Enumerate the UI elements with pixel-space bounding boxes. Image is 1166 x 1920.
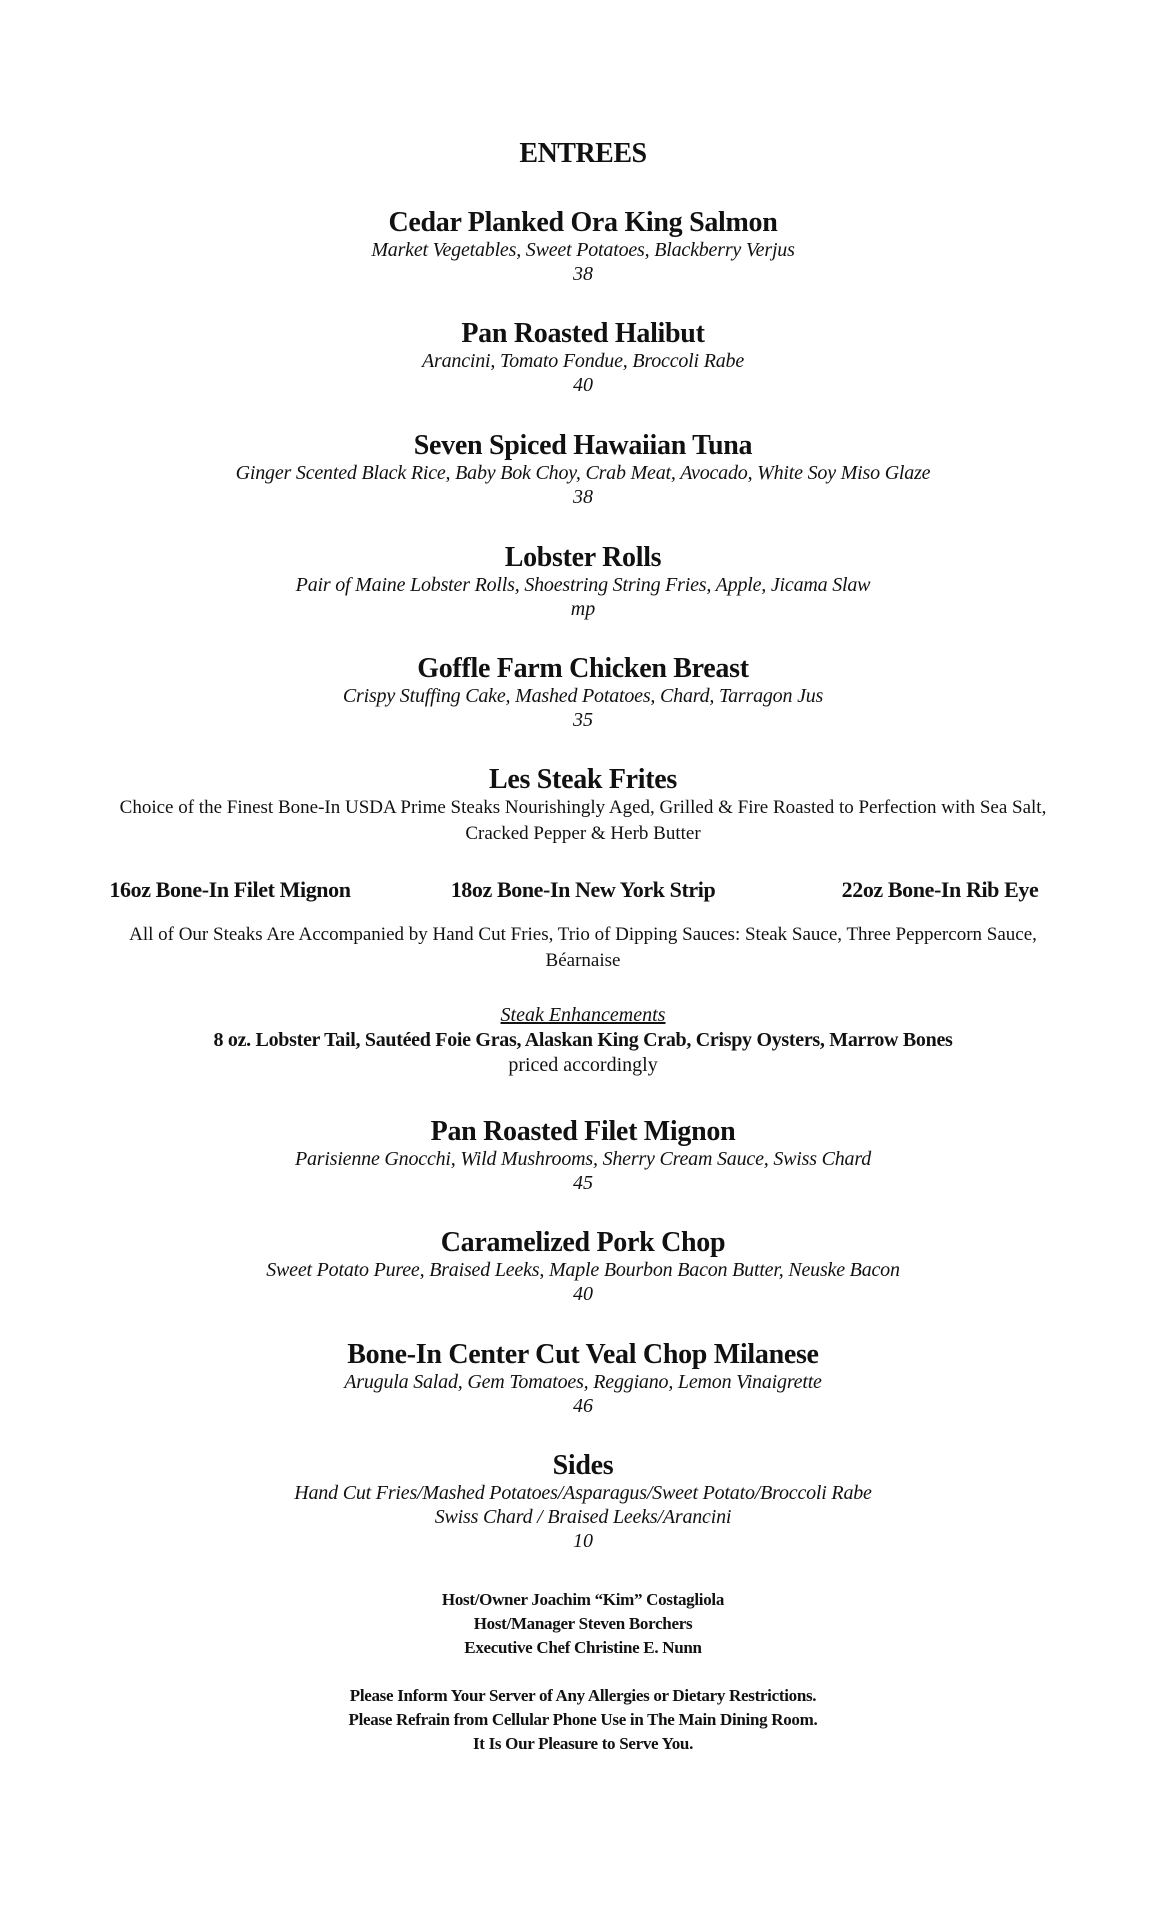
dish-description: Sweet Potato Puree, Braised Leeks, Maple Bourbon Bacon Butter, Neuske Bacon [266, 1259, 900, 1281]
dish-description: Ginger Scented Black Rice, Baby Bok Choy, Crab Meat, Avocado, White Soy Miso Glaze [235, 462, 931, 484]
steak-description-line2: Cracked Pepper & Herb Butter [465, 823, 701, 844]
note-line: Please Refrain from Cellular Phone Use in The Main Dining Room. [348, 1710, 818, 1729]
dish-description: Crispy Stuffing Cake, Mashed Potatoes, Chard, Tarragon Jus [342, 685, 824, 707]
dish-price: 38 [573, 486, 593, 508]
menu-item [0, 1117, 1166, 1195]
sides-line1: Hand Cut Fries/Mashed Potatoes/Asparagus/Sweet Potato/Broccoli Rabe [294, 1482, 872, 1504]
section-title: ENTREES [519, 138, 647, 169]
staff-credits [0, 1588, 1166, 1660]
guest-notes [0, 1684, 1166, 1756]
enhancements-items: 8 oz. Lobster Tail, Sautéed Foie Gras, Alaskan King Crab, Crispy Oysters, Marrow Bones [213, 1029, 953, 1051]
dish-price: 40 [573, 374, 593, 396]
note-line: It Is Our Pleasure to Serve You. [472, 1734, 694, 1753]
dish-price: mp [570, 598, 596, 620]
dish-description: Arugula Salad, Gem Tomatoes, Reggiano, Lemon Vinaigrette [344, 1371, 822, 1393]
dish-name: Caramelized Pork Chop [440, 1227, 726, 1258]
dish-price: 35 [573, 709, 593, 731]
accompaniment-line2: Béarnaise [545, 950, 621, 971]
note-line: Please Inform Your Server of Any Allergies or Dietary Restrictions. [349, 1686, 817, 1705]
dish-price: 46 [573, 1395, 593, 1417]
dish-name: Lobster Rolls [504, 542, 662, 573]
dish-name: Les Steak Frites [488, 764, 678, 795]
dish-description: Arancini, Tomato Fondue, Broccoli Rabe [422, 350, 744, 372]
sides-line2: Swiss Chard / Braised Leeks/Arancini [434, 1506, 732, 1528]
enhancements-title: Steak Enhancements [500, 1004, 666, 1026]
steak-accompaniments [0, 922, 1166, 974]
dish-description: Pair of Maine Lobster Rolls, Shoestring String Fries, Apple, Jicama Slaw [295, 574, 871, 596]
menu-item [0, 208, 1166, 286]
steak-enhancements [0, 1004, 1166, 1078]
enhancements-price: priced accordingly [508, 1054, 658, 1076]
staff-line: Host/Manager Steven Borchers [473, 1614, 693, 1633]
dish-name: Pan Roasted Halibut [461, 318, 705, 349]
sides-section [0, 1451, 1166, 1553]
sides-title: Sides [552, 1450, 614, 1481]
menu-item [0, 543, 1166, 621]
dish-price: 40 [573, 1283, 593, 1305]
menu-item [0, 654, 1166, 732]
steak-description-line1: Choice of the Finest Bone-In USDA Prime Steaks Nourishingly Aged, Grilled & Fire Roasted to Perfection with Sea Salt, [119, 797, 1047, 818]
dish-price: 45 [573, 1172, 593, 1194]
steak-frites-section [0, 765, 1166, 847]
menu-item [0, 1340, 1166, 1418]
steak-cut: 22oz Bone-In Rib Eye [841, 877, 1039, 902]
dish-name: Pan Roasted Filet Mignon [430, 1116, 736, 1147]
dish-price: 38 [573, 263, 593, 285]
dish-name: Cedar Planked Ora King Salmon [388, 207, 778, 238]
dish-description: Parisienne Gnocchi, Wild Mushrooms, Sherry Cream Sauce, Swiss Chard [294, 1148, 871, 1170]
steak-cut: 16oz Bone-In Filet Mignon [109, 877, 351, 902]
sides-price: 10 [573, 1530, 593, 1552]
menu-item [0, 319, 1166, 397]
staff-line: Executive Chef Christine E. Nunn [464, 1638, 702, 1657]
dish-description: Market Vegetables, Sweet Potatoes, Blackberry Verjus [371, 239, 795, 261]
dish-name: Seven Spiced Hawaiian Tuna [413, 430, 753, 461]
steak-cut: 18oz Bone-In New York Strip [450, 877, 716, 902]
menu-item [0, 1228, 1166, 1306]
dish-name: Bone-In Center Cut Veal Chop Milanese [347, 1339, 819, 1370]
accompaniment-line1: All of Our Steaks Are Accompanied by Hand Cut Fries, Trio of Dipping Sauces: Steak Sauce, Three Peppercorn Sauce, [129, 924, 1037, 945]
staff-line: Host/Owner Joachim “Kim” Costagliola [441, 1590, 725, 1609]
dish-name: Goffle Farm Chicken Breast [417, 653, 749, 684]
menu-item [0, 431, 1166, 509]
